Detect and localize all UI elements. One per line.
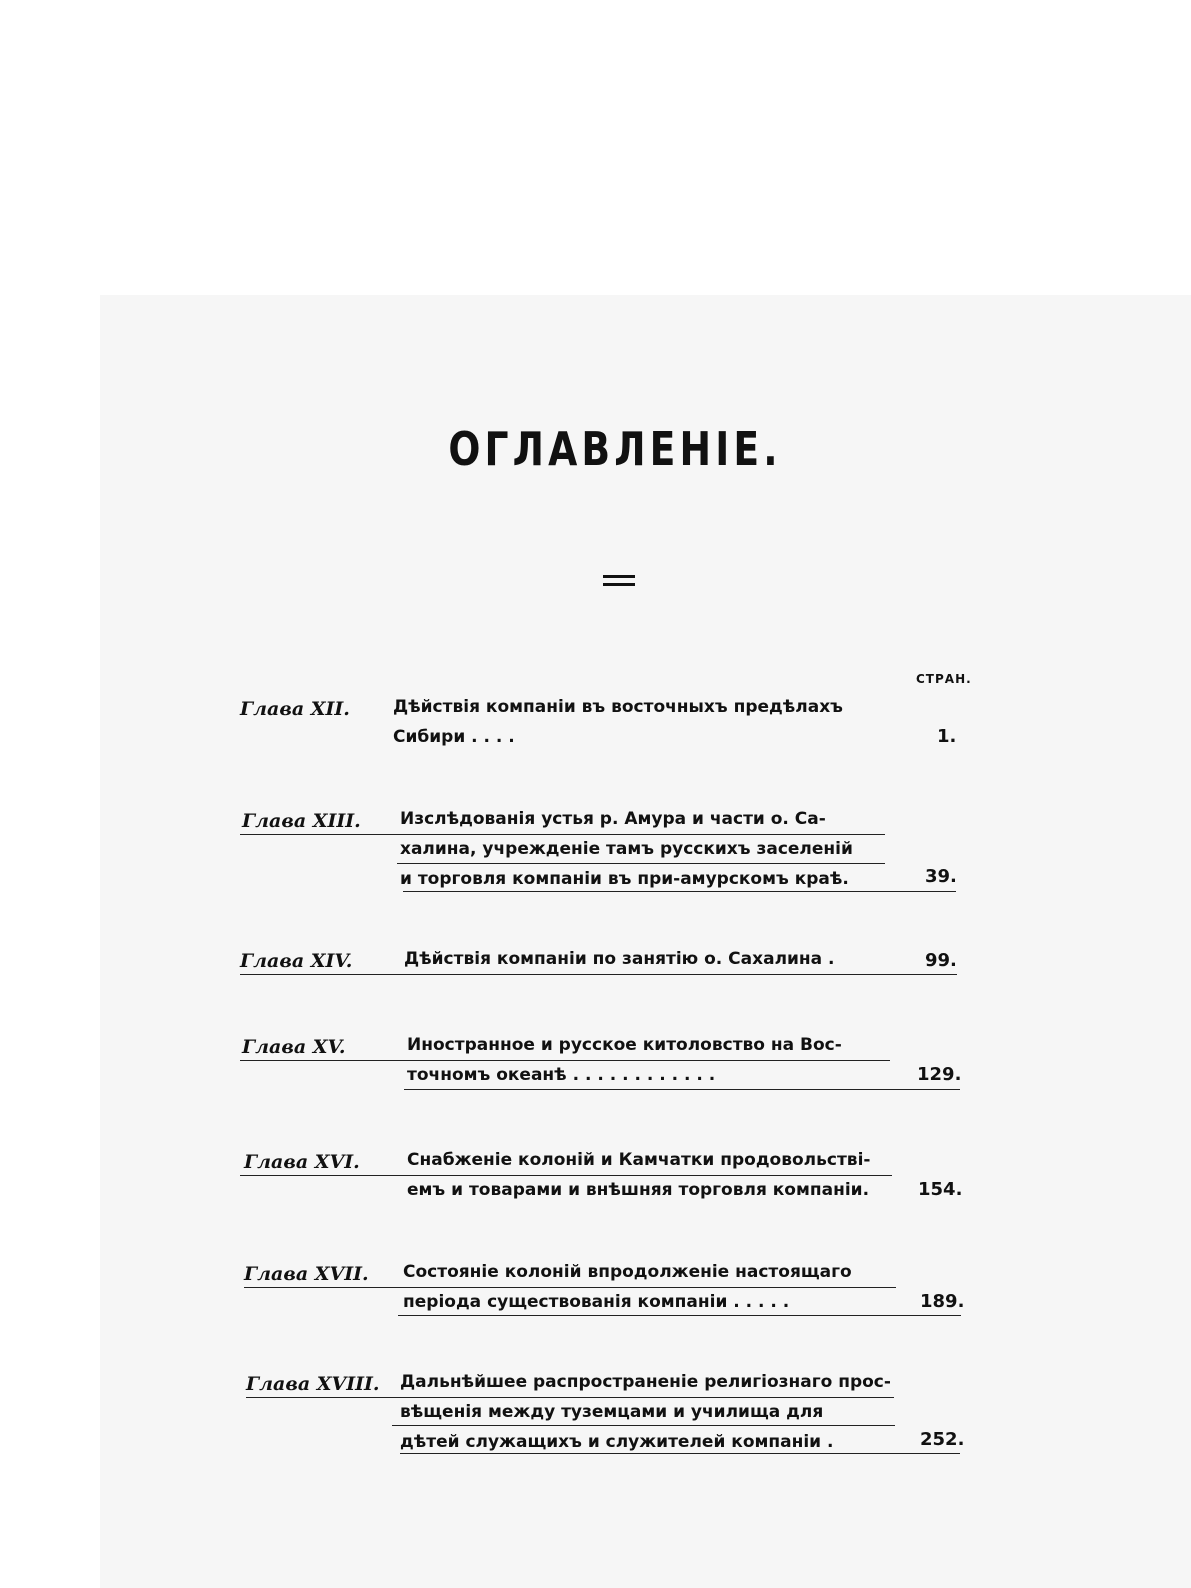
chapter-label: Глава XIII. (242, 810, 361, 832)
page-number: 1. (937, 726, 957, 747)
chapter-title-line: емъ и товарами и внѣшняя торговля компанiи. (407, 1180, 870, 1200)
page-number: 252. (920, 1429, 965, 1450)
chapter-title (393, 692, 843, 752)
chapter-title-line: халина, учрежденiе тамъ русскихъ заселенiй (400, 839, 853, 859)
page-number: 154. (918, 1179, 963, 1200)
chapter-label: Глава XVIII. (246, 1373, 380, 1395)
chapter-title-line: и торговля компанiи въ при-амурскомъ краѣ. (400, 869, 849, 889)
page-column-label: СТРАН. (916, 672, 972, 686)
page-number: 189. (920, 1291, 965, 1312)
entry-rule (398, 1315, 961, 1316)
chapter-label: Глава XVI. (244, 1151, 360, 1173)
chapter-label: Глава XII. (240, 698, 350, 720)
chapter-title-line: Дальнѣйшее распространенiе религiознаго прос- (400, 1372, 891, 1392)
chapter-title-line: Изслѣдованiя устья р. Амура и части о. Са- (400, 809, 826, 829)
entry-rule (404, 1089, 960, 1090)
chapter-title-line: Дѣйствiя компанiи въ восточныхъ предѣлахъ (393, 697, 843, 717)
entry-rule (240, 974, 957, 975)
chapter-title-line: Состоянiе колонiй впродолженiе настоящаго (403, 1262, 852, 1282)
chapter-title-line: дѣтей служащихъ и служителей компанiи . (400, 1432, 834, 1452)
chapter-title (400, 1367, 891, 1457)
entry-rule (400, 1453, 960, 1454)
chapter-title-line: Сибири . . . . (393, 727, 515, 747)
entry-rule (240, 1175, 892, 1176)
chapter-label: Глава XVII. (244, 1263, 369, 1285)
title-divider (603, 575, 635, 588)
chapter-title (400, 804, 853, 894)
chapter-title-line: вѣщенiя между туземцами и училища для (400, 1402, 824, 1422)
chapter-title-line: точномъ океанѣ . . . . . . . . . . . . (407, 1065, 716, 1085)
chapter-label: Глава XIV. (240, 950, 353, 972)
chapter-title (404, 944, 835, 974)
entry-rule (240, 1060, 890, 1061)
chapter-title-line: Снабженiе колонiй и Камчатки продовольствi- (407, 1150, 871, 1170)
chapter-title-line: Дѣйствiя компанiи по занятiю о. Сахалина . (404, 949, 835, 969)
page-number: 39. (925, 866, 957, 887)
entry-rule (403, 891, 956, 892)
entry-rule (240, 834, 885, 835)
page-number: 129. (917, 1064, 962, 1085)
entry-rule (246, 1397, 894, 1398)
entry-rule (392, 1425, 895, 1426)
chapter-title-line: Иностранное и русское китоловство на Вос- (407, 1035, 842, 1055)
page-number: 99. (925, 950, 957, 971)
entry-rule (244, 1287, 896, 1288)
page-title: ОГЛАВЛЕНIЕ. (448, 422, 782, 476)
entry-rule (397, 863, 885, 864)
chapter-title-line: перiода существованiя компанiи . . . . . (403, 1292, 790, 1312)
chapter-label: Глава XV. (242, 1036, 346, 1058)
